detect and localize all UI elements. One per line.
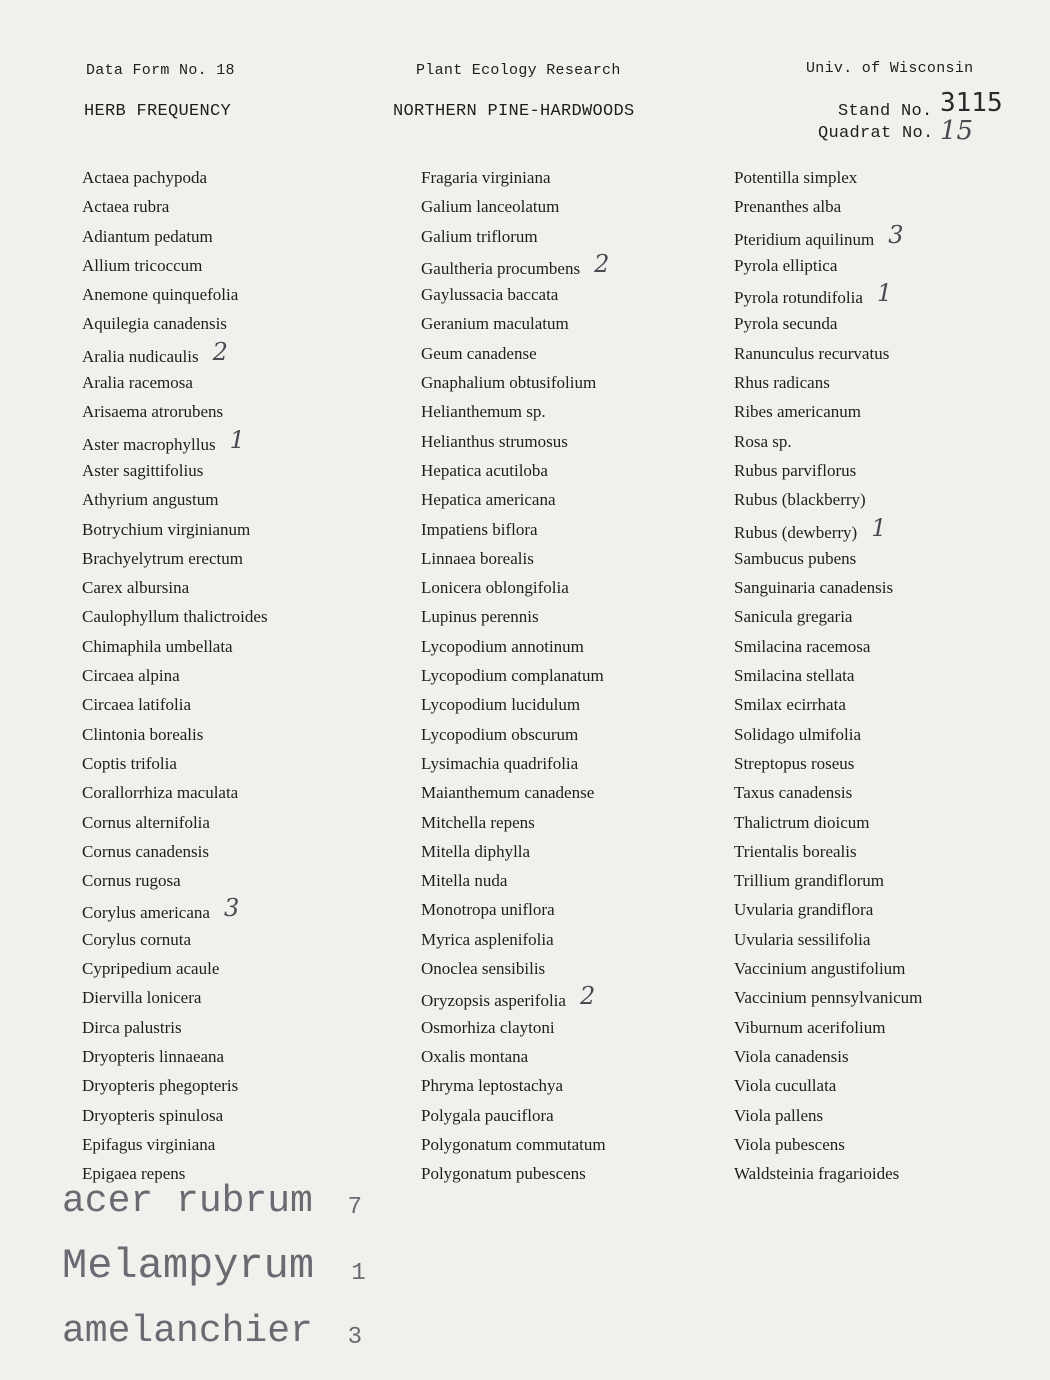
species-name: Uvularia grandiflora — [734, 900, 874, 920]
species-name: Phryma leptostachya — [421, 1076, 564, 1096]
species-name: Diervilla lonicera — [82, 988, 202, 1008]
species-name: Brachyelytrum erectum — [82, 548, 243, 568]
species-row — [82, 781, 268, 810]
species-row — [421, 430, 609, 459]
species-column-1 — [82, 166, 268, 1191]
species-row — [82, 928, 268, 957]
species-name: Dryopteris spinulosa — [82, 1105, 224, 1125]
species-name: Smilacina stellata — [734, 666, 855, 686]
species-row — [734, 166, 922, 195]
species-name: Gaylussacia baccata — [421, 285, 559, 305]
species-name: Trientalis borealis — [734, 841, 857, 861]
species-name: Geranium maculatum — [421, 314, 569, 334]
species-row — [734, 488, 922, 517]
species-row — [421, 547, 609, 576]
species-name: Aster macrophyllus — [82, 434, 216, 454]
species-name: Pyrola secunda — [734, 314, 838, 334]
species-name: Coptis trifolia — [82, 753, 177, 773]
species-name: Carex albursina — [82, 578, 190, 598]
handwritten-count: 7 — [347, 1194, 363, 1221]
species-row — [734, 1133, 922, 1162]
species-name: Rubus (dewberry) — [734, 522, 858, 542]
species-name: Sanguinaria canadensis — [734, 578, 894, 598]
species-row — [82, 425, 268, 459]
species-row — [82, 283, 268, 312]
species-row — [734, 928, 922, 957]
species-name: Impatiens biflora — [421, 519, 538, 539]
species-name: Lysimachia quadrifolia — [421, 753, 579, 773]
species-row — [82, 1045, 268, 1074]
species-name: Osmorhiza claytoni — [421, 1017, 555, 1037]
species-name: Galium lanceolatum — [421, 197, 560, 217]
species-row — [734, 279, 922, 312]
species-name: Actaea pachypoda — [82, 168, 208, 187]
form-title: HERB FREQUENCY — [84, 102, 232, 121]
species-row — [734, 811, 922, 840]
species-name: Viburnum acerifolium — [734, 1017, 886, 1037]
handwritten-entry — [62, 1180, 362, 1223]
species-row — [82, 518, 268, 547]
species-row — [421, 752, 609, 781]
species-row — [421, 781, 609, 810]
species-name: Polygonatum commutatum — [421, 1134, 606, 1154]
species-name: Viola canadensis — [734, 1046, 849, 1066]
species-name: Aralia racemosa — [82, 373, 193, 393]
species-name: Arisaema atrorubens — [82, 402, 224, 422]
species-row — [421, 1104, 609, 1133]
species-row — [421, 249, 610, 283]
frequency-tally: 1 — [229, 425, 245, 454]
species-row — [734, 371, 922, 400]
species-row — [421, 811, 609, 840]
species-name: Aster sagittifolius — [82, 460, 204, 480]
species-row — [82, 1104, 268, 1133]
species-name: Waldsteinia fragarioides — [734, 1164, 900, 1184]
stand-number: 3115 — [940, 88, 1003, 118]
species-name: Pyrola rotundifolia — [734, 288, 863, 308]
species-row — [82, 576, 268, 605]
species-row — [421, 1074, 609, 1103]
species-row — [82, 693, 268, 722]
species-name: Maianthemum canadense — [421, 783, 595, 803]
species-name: Ranunculus recurvatus — [734, 343, 890, 363]
species-row — [734, 752, 922, 781]
species-row — [734, 1162, 922, 1191]
species-name: Pyrola elliptica — [734, 255, 838, 275]
species-row — [421, 518, 609, 547]
species-name: Ribes americanum — [734, 402, 861, 422]
form-number: Data Form No. 18 — [86, 62, 235, 79]
species-row — [421, 342, 609, 371]
species-name: Viola pubescens — [734, 1134, 845, 1154]
quadrat-number: 15 — [940, 116, 974, 146]
species-row — [82, 635, 268, 664]
species-name: Viola pallens — [734, 1105, 824, 1125]
species-row — [421, 166, 609, 195]
species-row — [734, 693, 922, 722]
frequency-tally: 2 — [212, 337, 228, 366]
species-name: Monotropa uniflora — [421, 900, 555, 920]
species-row — [82, 1016, 268, 1045]
species-name: Rhus radicans — [734, 373, 830, 393]
species-name: Rubus (blackberry) — [734, 490, 866, 510]
species-name: Cypripedium acaule — [82, 959, 220, 979]
species-name: Sambucus pubens — [734, 548, 857, 568]
species-row — [421, 1162, 609, 1191]
species-row — [734, 664, 922, 693]
species-name: Rosa sp. — [734, 431, 792, 451]
species-row — [421, 400, 609, 429]
species-name: Cornus canadensis — [82, 841, 210, 861]
handwritten-entry — [62, 1242, 366, 1290]
species-name: Lupinus perennis — [421, 607, 539, 627]
species-name: Clintonia borealis — [82, 724, 204, 744]
species-name: Smilax ecirrhata — [734, 695, 846, 715]
species-name: Allium tricoccum — [82, 255, 203, 275]
species-row — [421, 459, 609, 488]
species-name: Gaultheria procumbens — [421, 258, 581, 278]
species-name: Oxalis montana — [421, 1046, 529, 1066]
species-row — [421, 283, 609, 312]
species-row — [421, 576, 609, 605]
species-row — [734, 576, 922, 605]
species-name: Vaccinium angustifolium — [734, 959, 906, 979]
species-row — [421, 1016, 609, 1045]
species-name: Lycopodium complanatum — [421, 666, 604, 686]
species-name: Helianthemum sp. — [421, 402, 546, 422]
frequency-tally: 3 — [888, 220, 904, 249]
species-name: Galium triflorum — [421, 226, 538, 246]
species-name: Epifagus virginiana — [82, 1134, 216, 1154]
species-row — [734, 635, 922, 664]
species-name: Hepatica americana — [421, 490, 556, 510]
species-name: Dryopteris phegopteris — [82, 1076, 239, 1096]
species-row — [82, 986, 268, 1015]
species-row — [82, 869, 268, 898]
species-row — [734, 1074, 922, 1103]
species-name: Polygonatum pubescens — [421, 1164, 586, 1184]
species-row — [734, 459, 922, 488]
species-row — [82, 371, 268, 400]
species-row — [82, 1133, 268, 1162]
species-row — [82, 811, 268, 840]
species-row — [734, 869, 922, 898]
species-name: Dirca palustris — [82, 1017, 182, 1037]
organization: Plant Ecology Research — [416, 62, 621, 79]
species-row — [734, 220, 922, 254]
species-name: Trillium grandiflorum — [734, 871, 885, 891]
species-row — [421, 195, 609, 224]
handwritten-species: Melampyrum — [62, 1242, 315, 1290]
species-name: Linnaea borealis — [421, 548, 534, 568]
species-name: Oryzopsis asperifolia — [421, 991, 566, 1011]
species-row — [734, 605, 922, 634]
species-row — [421, 898, 609, 927]
species-row — [421, 1133, 609, 1162]
species-row — [82, 337, 268, 371]
species-row — [421, 840, 609, 869]
species-name: Smilacina racemosa — [734, 636, 871, 656]
species-row — [734, 400, 922, 429]
species-name: Caulophyllum thalictroides — [82, 607, 268, 627]
handwritten-count: 1 — [351, 1260, 366, 1287]
species-row — [421, 225, 609, 254]
species-row — [82, 894, 268, 927]
species-name: Cornus rugosa — [82, 871, 181, 891]
species-name: Epigaea repens — [82, 1164, 186, 1184]
species-name: Rubus parviflorus — [734, 460, 857, 480]
species-name: Mitella nuda — [421, 871, 508, 891]
species-row — [82, 195, 268, 224]
species-name: Hepatica acutiloba — [421, 460, 548, 480]
species-name: Pteridium aquilinum — [734, 229, 875, 249]
handwritten-species: acer rubrum — [62, 1180, 313, 1223]
species-row — [82, 840, 268, 869]
species-row — [421, 488, 609, 517]
species-name: Viola cucullata — [734, 1076, 837, 1096]
species-name: Polygala pauciflora — [421, 1105, 554, 1125]
species-name: Aquilegia canadensis — [82, 314, 227, 334]
species-row — [734, 781, 922, 810]
species-row — [734, 957, 922, 986]
species-row — [82, 225, 268, 254]
species-row — [421, 1045, 609, 1074]
species-row — [82, 605, 268, 634]
species-name: Lonicera oblongifolia — [421, 578, 569, 598]
quadrat-label: Quadrat No. — [818, 124, 934, 143]
frequency-tally: 1 — [876, 279, 893, 308]
species-row — [82, 664, 268, 693]
species-name: Taxus canadensis — [734, 783, 853, 803]
species-name: Chimaphila umbellata — [82, 636, 233, 656]
species-row — [734, 547, 922, 576]
species-row — [734, 342, 922, 371]
frequency-tally: 2 — [579, 982, 596, 1011]
species-name: Vaccinium pennsylvanicum — [734, 988, 923, 1008]
species-column-3 — [734, 166, 922, 1191]
species-name: Uvularia sessilifolia — [734, 929, 871, 949]
species-name: Adiantum pedatum — [82, 226, 213, 246]
species-name: Anemone quinquefolia — [82, 285, 239, 305]
species-row — [734, 1045, 922, 1074]
species-row — [82, 957, 268, 986]
species-row — [734, 1104, 922, 1133]
species-row — [82, 312, 268, 341]
handwritten-count: 3 — [347, 1324, 363, 1351]
species-name: Lycopodium lucidulum — [421, 695, 581, 715]
species-row — [421, 605, 609, 634]
species-name: Lycopodium obscurum — [421, 724, 579, 744]
species-row — [734, 430, 922, 459]
species-name: Solidago ulmifolia — [734, 724, 862, 744]
species-row — [421, 693, 609, 722]
species-row — [734, 1016, 922, 1045]
species-name: Circaea alpina — [82, 666, 180, 686]
species-row — [421, 371, 609, 400]
species-row — [82, 459, 268, 488]
frequency-tally: 3 — [223, 894, 240, 923]
species-name: Mitella diphylla — [421, 841, 531, 861]
species-name: Streptopus roseus — [734, 753, 855, 773]
species-name: Gnaphalium obtusifolium — [421, 373, 597, 393]
frequency-tally: 2 — [594, 249, 610, 278]
species-column-2 — [421, 166, 609, 1191]
species-name: Helianthus strumosus — [421, 431, 568, 451]
handwritten-entry — [62, 1310, 362, 1353]
species-name: Myrica asplenifolia — [421, 929, 554, 949]
species-row — [421, 312, 609, 341]
species-row — [421, 635, 609, 664]
species-name: Aralia nudicaulis — [82, 346, 199, 366]
species-name: Cornus alternifolia — [82, 812, 210, 832]
species-row — [82, 488, 268, 517]
species-name: Mitchella repens — [421, 812, 535, 832]
species-row — [82, 166, 268, 195]
species-name: Thalictrum dioicum — [734, 812, 870, 832]
species-row — [82, 752, 268, 781]
species-name: Corallorrhiza maculata — [82, 783, 239, 803]
species-name: Onoclea sensibilis — [421, 959, 546, 979]
species-row — [734, 840, 922, 869]
species-row — [421, 723, 609, 752]
species-row — [82, 1074, 268, 1103]
species-name: Corylus americana — [82, 903, 210, 923]
species-name: Corylus cornuta — [82, 929, 192, 949]
university: Univ. of Wisconsin — [806, 60, 974, 77]
species-name: Potentilla simplex — [734, 168, 858, 187]
species-name: Sanicula gregaria — [734, 607, 853, 627]
species-name: Lycopodium annotinum — [421, 636, 584, 656]
species-name: Actaea rubra — [82, 197, 170, 217]
species-row — [82, 547, 268, 576]
handwritten-species: amelanchier — [62, 1310, 313, 1353]
frequency-tally: 1 — [871, 513, 887, 542]
species-row — [734, 986, 922, 1015]
species-name: Fragaria virginiana — [421, 168, 551, 187]
species-row — [421, 869, 609, 898]
species-row — [734, 513, 922, 547]
species-row — [421, 982, 609, 1015]
species-name: Circaea latifolia — [82, 695, 192, 715]
species-row — [734, 312, 922, 341]
species-row — [421, 928, 609, 957]
species-name: Dryopteris linnaeana — [82, 1046, 225, 1066]
species-row — [82, 254, 268, 283]
species-name: Botrychium virginianum — [82, 519, 251, 539]
species-name: Geum canadense — [421, 343, 537, 363]
species-row — [421, 664, 609, 693]
species-row — [82, 723, 268, 752]
species-row — [734, 254, 922, 283]
stand-label: Stand No. — [838, 102, 933, 121]
species-name: Athyrium angustum — [82, 490, 219, 510]
species-row — [734, 898, 922, 927]
community-type: NORTHERN PINE-HARDWOODS — [393, 102, 635, 121]
species-row — [734, 723, 922, 752]
species-name: Prenanthes alba — [734, 197, 842, 217]
